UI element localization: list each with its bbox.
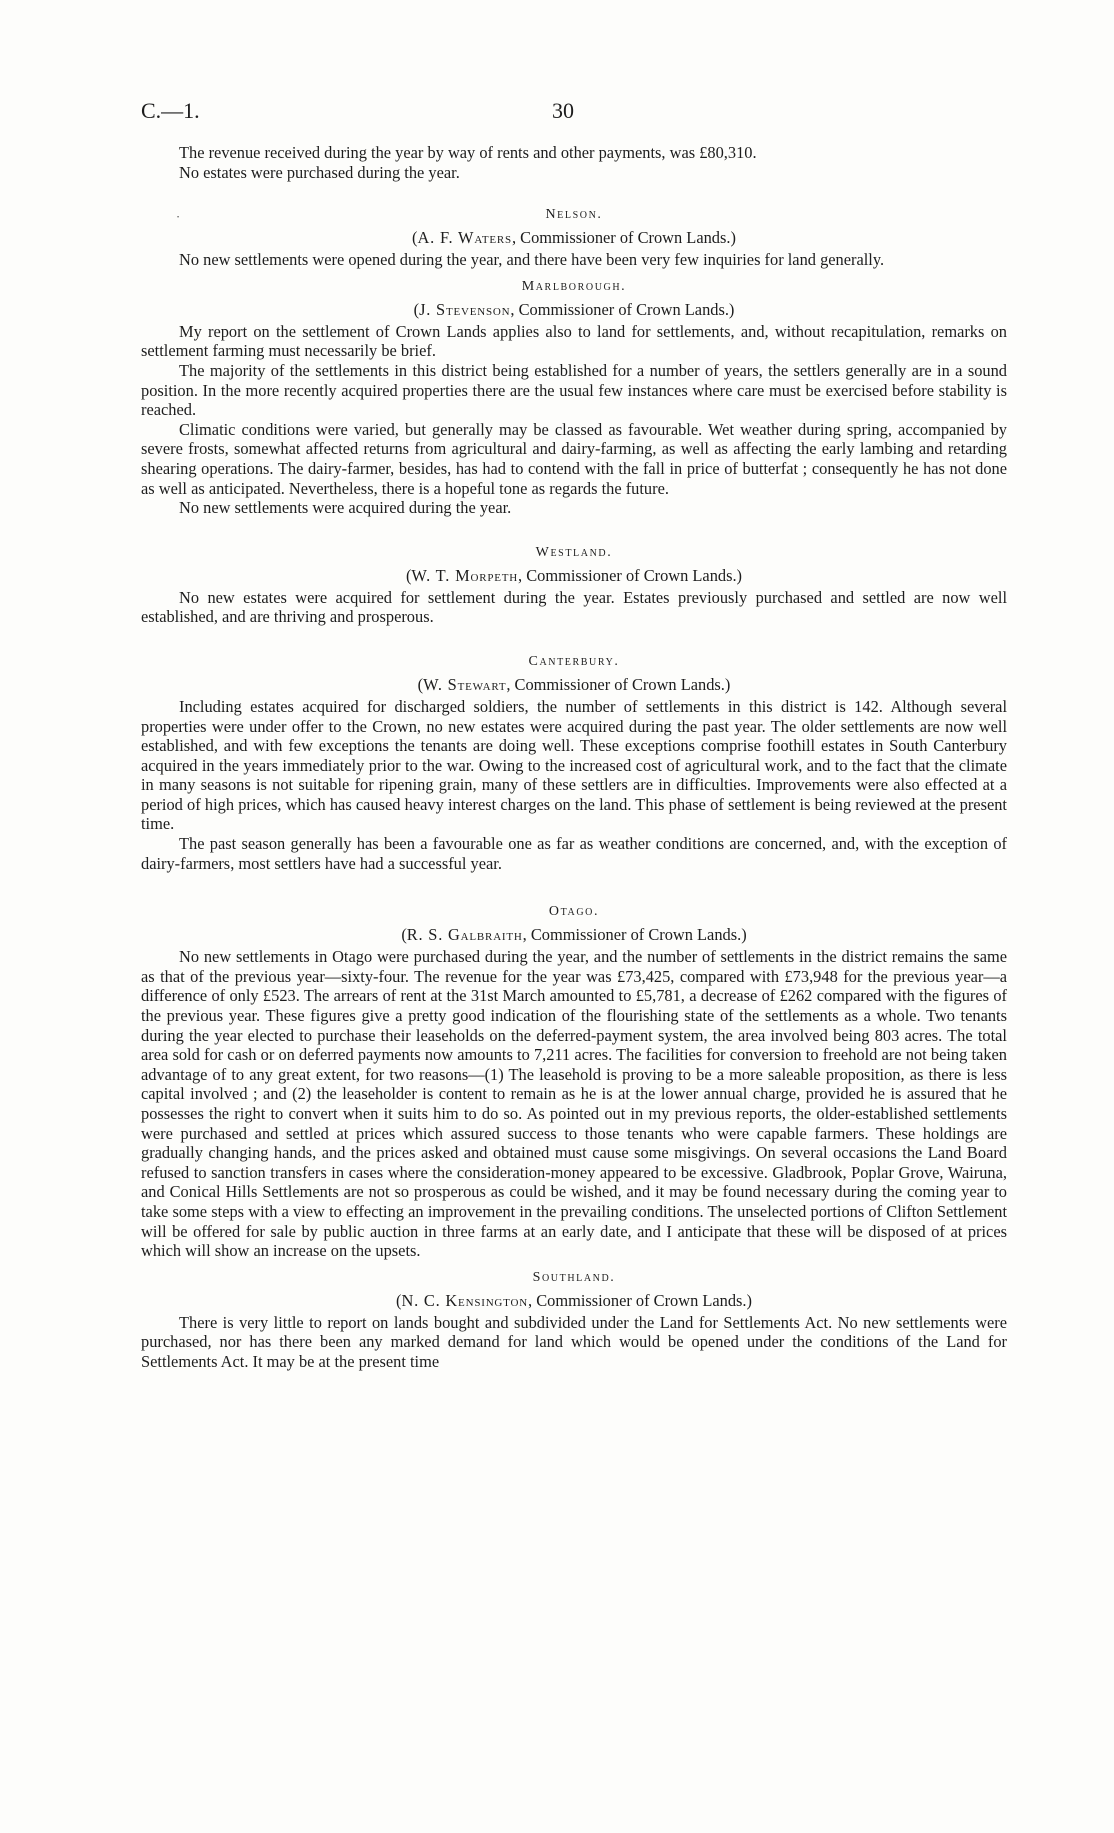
- section-marlborough: [141, 278, 1007, 518]
- paragraph: No new settlements in Otago were purchased during the year, and the number of settlements in the district remains the same as that of the previous year—sixty-four. The revenue for the year was £73,425, compared with £73,948 for the previous year—a difference of only £523. The arrears of rent at the 31st March amounted to £5,781, a decrease of £262 compared with the figures of the previous year. These figures give a pretty good indication of the flourishing state of the settlements as a whole. Two tenants during the year elected to purchase their leaseholds on the deferred-payment system, the area involved being 803 acres. The total area sold for cash or on deferred payments now amounts to 7,211 acres. The facilities for conversion to freehold are not being taken advantage of to any great extent, for two reasons—(1) The leasehold is proving to be a more saleable proposition, as there is less capital involved ; and (2) the leaseholder is content to remain as he is at the lower annual charge, provided he is assured that he possesses the right to convert when it suits him to do so. As pointed out in my previous reports, the older-established settlements were purchased and settled at prices which assured success to those tenants who were capable farmers. These holdings are gradually changing hands, and the prices asked and obtained must cause some misgivings. On several occasions the Land Board refused to sanction transfers in cases where the consideration-money appeared to be excessive. Gladbrook, Poplar Grove, Wairuna, and Conical Hills Settlements are not so prosperous as could be wished, and it may be found necessary during the coming year to take some steps with a view to effecting an improvement in the prevailing conditions. The unselected portions of Clifton Settlement will be offered for sale by public auction in three farms at an early date, and I anticipate that these will be disposed of at prices which will show an increase on the upsets.: [141, 947, 1007, 1261]
- paren: (: [412, 228, 418, 248]
- commissioner-role: , Commissioner of Crown Lands.): [506, 674, 731, 694]
- page-number: 30: [552, 98, 574, 123]
- paragraph: My report on the settlement of Crown Lands applies also to land for settlements, and, without recapitulation, remarks on settlement farming must necessarily be brief.: [141, 321, 1007, 361]
- commissioner-line: [141, 925, 1007, 944]
- commissioner-line: [141, 1291, 1007, 1310]
- section-title: Canterbury.: [528, 653, 620, 669]
- section-title: Southland.: [532, 1269, 616, 1285]
- commissioner-name: R. S. Galbraith: [406, 925, 523, 945]
- commissioner-line: [141, 566, 1007, 585]
- paren: (: [405, 565, 412, 585]
- section-title: Marlborough.: [521, 278, 627, 294]
- paragraph: There is very little to report on lands bought and subdivided under the Land for Settlements Act. No new settlements were purchased, nor has there been any marked demand for land which would be opened under the conditions of the Land for Settlements Act. It may be at the present time: [141, 1312, 1007, 1371]
- intro-paragraph: The revenue received during the year by way of rents and other payments, was £80,310.: [179, 143, 757, 162]
- paragraph: Climatic conditions were varied, but generally may be classed as favourable. Wet weather during spring, accompanied by severe frosts, somewhat affected returns from agricultural and dairy-farming, as well as affecting the early lambing and retarding shearing operations. The dairy-farmer, besides, has had to contend with the fall in price of butterfat ; consequently he has not done as well as anticipated. Nevertheless, there is a hopeful tone as regards the future.: [141, 419, 1007, 498]
- section-southland: [141, 1269, 1007, 1372]
- document-body: [141, 143, 1007, 1372]
- paren: (: [401, 925, 407, 945]
- paragraph: No new settlements were opened during the year, and there have been very few inquiries for land generally.: [179, 250, 885, 270]
- paren: (: [395, 1290, 402, 1310]
- commissioner-line: [141, 675, 1007, 694]
- commissioner-name: A. F. Waters: [417, 228, 512, 248]
- section-title: Otago.: [548, 904, 600, 920]
- section-title: Nelson.: [545, 207, 603, 223]
- paragraph: The majority of the settlements in this district being established for a number of years, the settlers generally are in a sound position. In the more recently acquired properties there are the usual few instances where care must be exercised before stability is reached.: [141, 360, 1007, 420]
- intro-paragraph: No estates were purchased during the year.: [179, 162, 460, 182]
- commissioner-role: , Commissioner of Crown Lands.): [511, 228, 736, 248]
- commissioner-name: N. C. Kensington: [401, 1290, 528, 1310]
- commissioner-name: W. Stewart: [423, 674, 507, 694]
- commissioner-role: , Commissioner of Crown Lands.): [518, 565, 743, 585]
- paragraph: No new settlements were acquired during the year.: [179, 498, 512, 518]
- paragraph: Including estates acquired for discharged soldiers, the number of settlements in this district is 142. Although several properties were under offer to the Crown, no new estates were acquired during the past year. The older settlements are now well established, and with few exceptions the tenants are doing well. These exceptions comprise foothill estates in South Canterbury acquired in the years immediately prior to the war. Owing to the increased cost of agricultural work, and to the fact that the climate in many seasons is not suitable for ripening grain, many of these settlers are in difficulties. Improvements were also effected at a period of high prices, which has caused heavy interest charges on the land. This phase of settlement is being reviewed at the present time.: [141, 696, 1007, 834]
- section-otago: [141, 903, 1007, 1261]
- section-title: Westland.: [535, 544, 613, 560]
- commissioner-name: W. T. Morpeth: [411, 565, 519, 585]
- commissioner-role: , Commissioner of Crown Lands.): [510, 299, 735, 319]
- commissioner-name: J. Stevenson: [419, 299, 511, 319]
- paren: (: [413, 299, 420, 319]
- paren: (: [417, 674, 424, 694]
- commissioner-line: [141, 300, 1007, 319]
- commissioner-line: [141, 228, 1007, 247]
- section-canterbury: [141, 653, 1007, 873]
- section-westland: [141, 544, 1007, 627]
- commissioner-role: , Commissioner of Crown Lands.): [522, 925, 747, 945]
- commissioner-role: , Commissioner of Crown Lands.): [528, 1290, 752, 1310]
- paragraph: No new estates were acquired for settlement during the year. Estates previously purchased and settled are now well established, and are thriving and prosperous.: [141, 587, 1007, 627]
- section-code: C.—1.: [141, 98, 200, 123]
- margin-dot: •: [177, 215, 180, 221]
- section-nelson: [141, 206, 1007, 270]
- paragraph: The past season generally has been a favourable one as far as weather conditions are concerned, and, with the exception of dairy-farmers, most settlers have had a successful year.: [141, 834, 1007, 873]
